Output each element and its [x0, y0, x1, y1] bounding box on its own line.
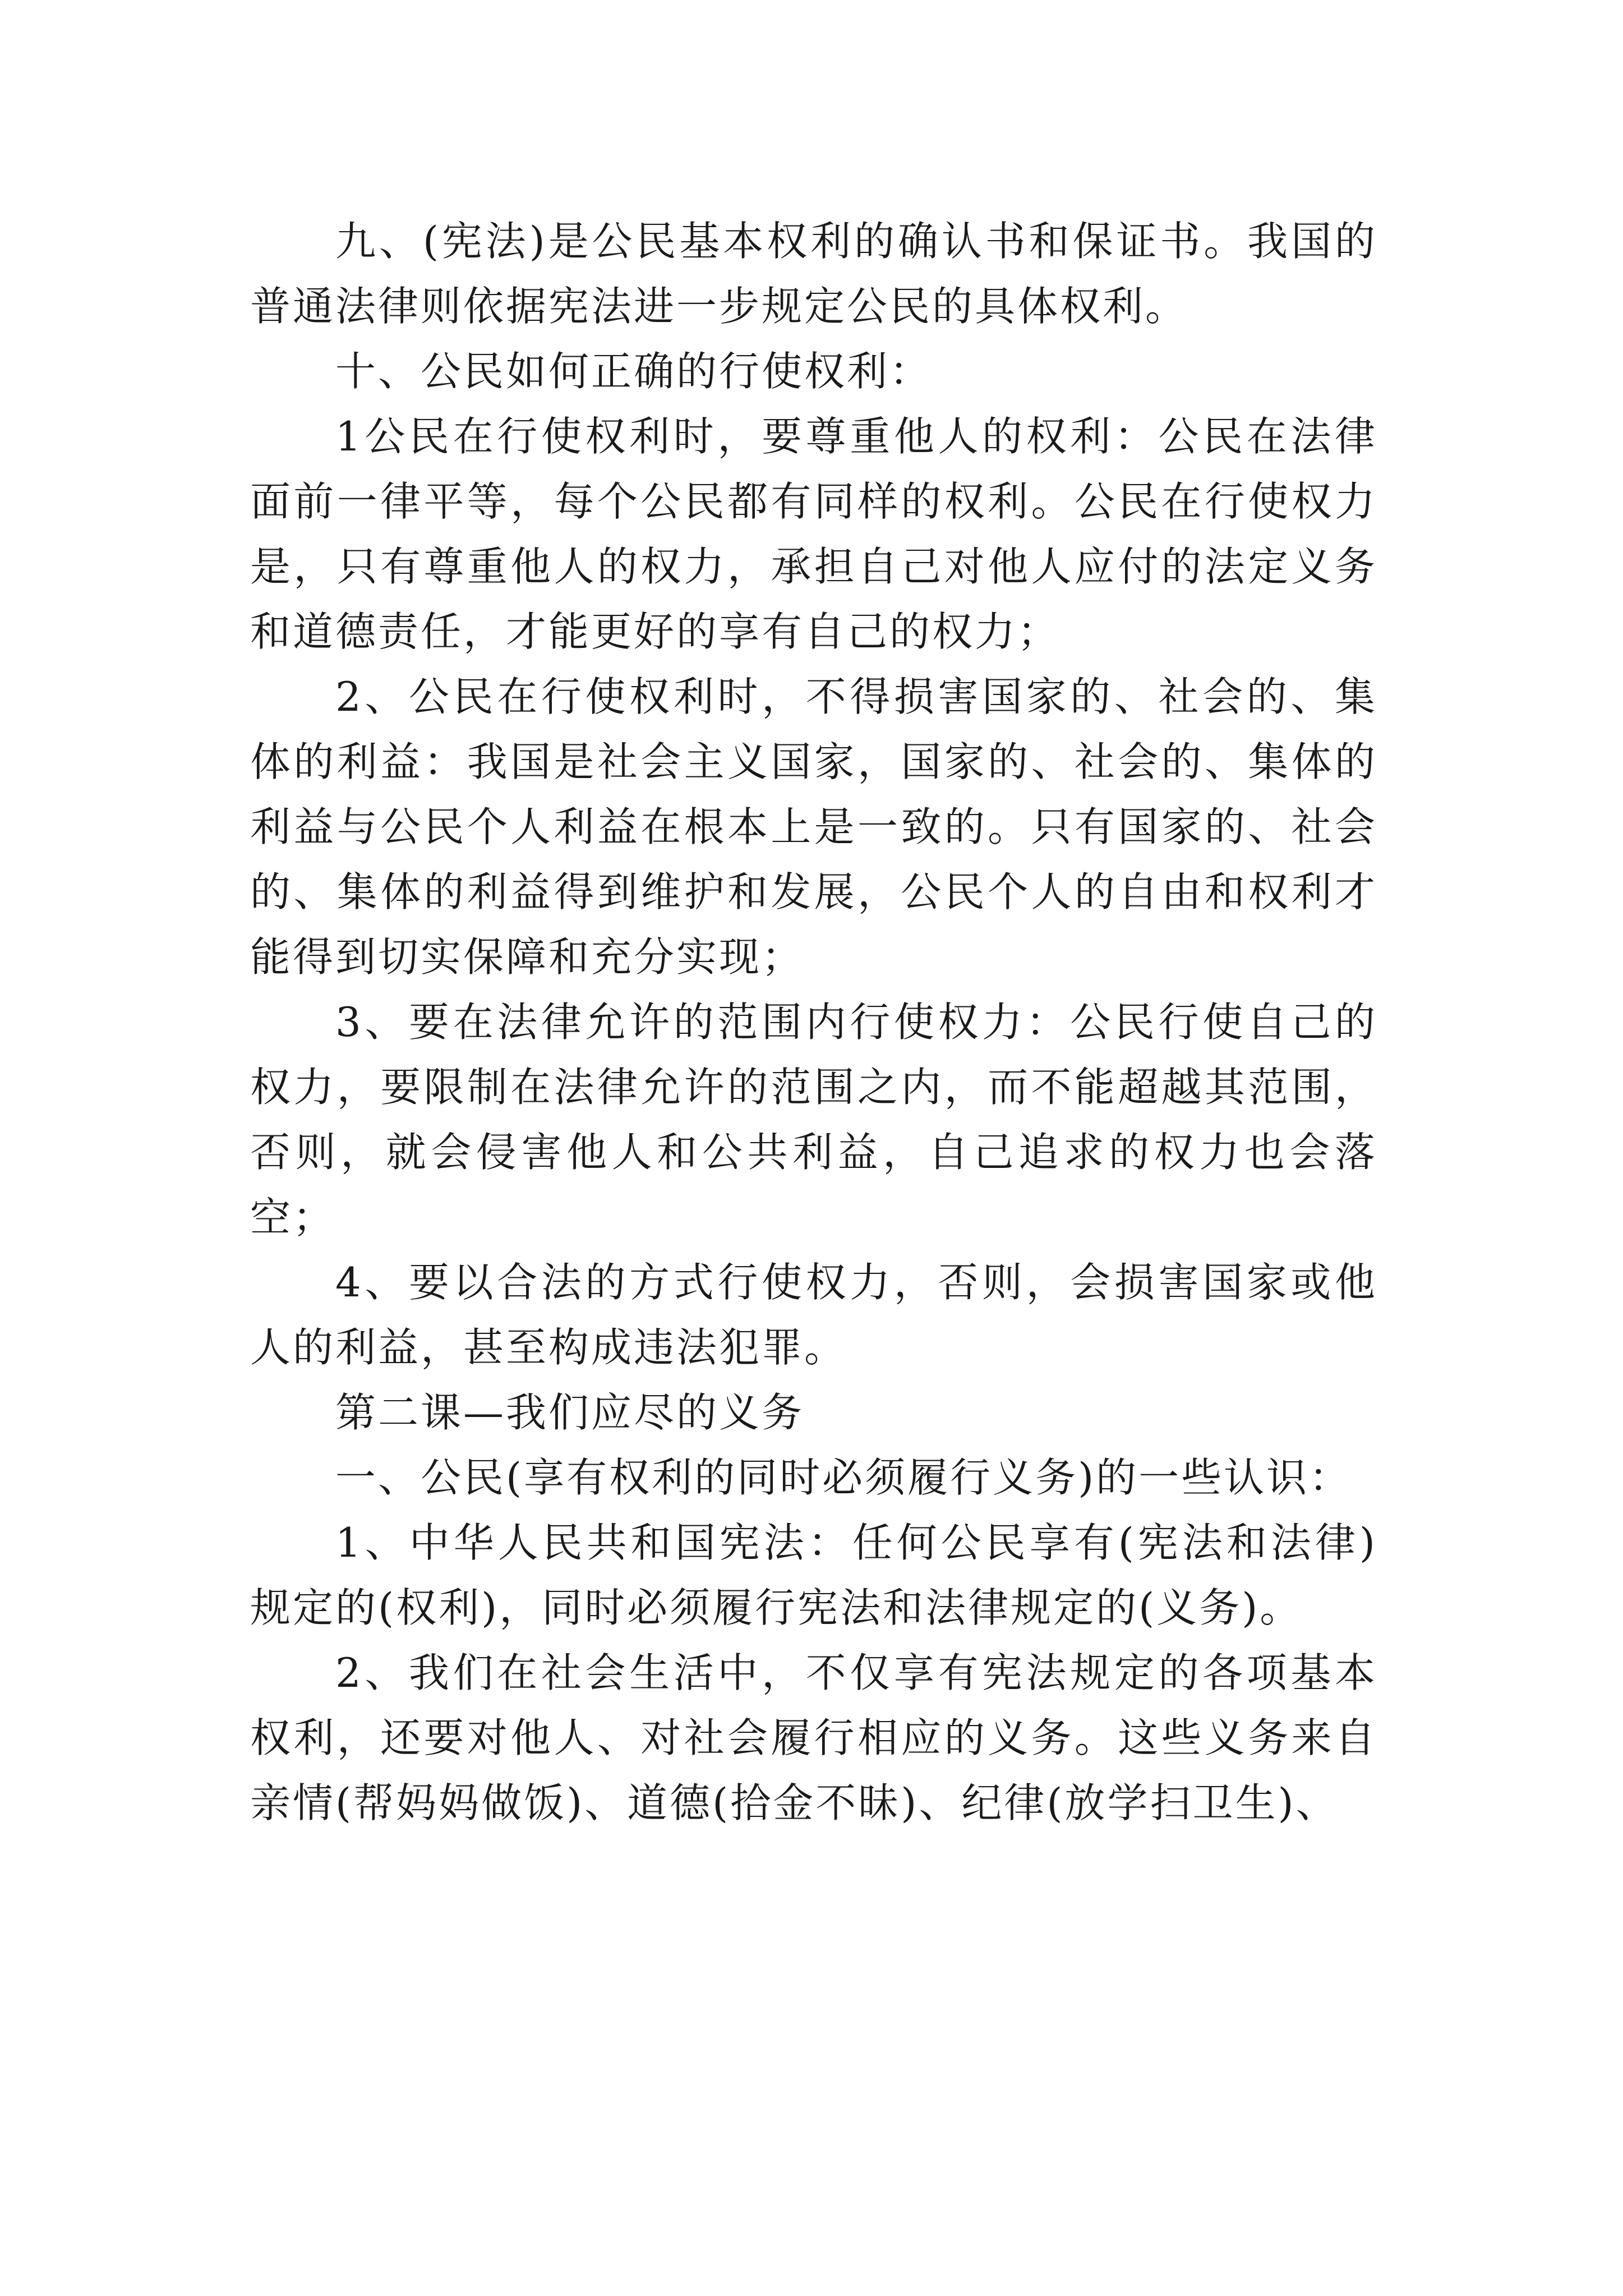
paragraph-social-duties: 2、我们在社会生活中，不仅享有宪法规定的各项基本权利，还要对他人、对社会履行相应的义务。这些义务来自亲情(帮妈妈做饭)、道德(拾金不昧)、纪律(放学扫卫生)、 [250, 1649, 1377, 1826]
paragraph-collective-interests: 2、公民在行使权利时，不得损害国家的、社会的、集体的利益：我国是社会主义国家，国家的、社会的、集体的利益与公民个人利益在根本上是一致的。只有国家的、社会的、集体的利益得到维护和发展，公民个人的自由和权利才能得到切实保障和充分实现； [250, 673, 1377, 981]
paragraph-lawful-manner: 4、要以合法的方式行使权力，否则，会损害国家或他人的利益，甚至构成违法犯罪。 [250, 1259, 1377, 1371]
paragraph-constitution-duties: 1、中华人民共和国宪法：任何公民享有(宪法和法律)规定的(权利)，同时必须履行宪法和法律规定的(义务)。 [250, 1519, 1377, 1631]
heading-rights-and-duties: 一、公民(享有权利的同时必须履行义务)的一些认识： [335, 1454, 1352, 1501]
paragraph-respect-others-rights: 1公民在行使权利时，要尊重他人的权利：公民在法律面前一律平等，每个公民都有同样的权利。公民在行使权力是，只有尊重他人的权力，承担自己对他人应付的法定义务和道德责任，才能更好的享有自己的权力； [250, 413, 1377, 655]
lesson-title: 第二课—我们应尽的义务 [335, 1389, 805, 1436]
document-body [250, 209, 1377, 1835]
paragraph-constitution-guarantee: 九、(宪法)是公民基本权利的确认书和保证书。我国的普通法律则依据宪法进一步规定公民的具体权利。 [250, 218, 1377, 330]
heading-exercise-rights: 十、公民如何正确的行使权利： [335, 348, 933, 395]
paragraph-within-law: 3、要在法律允许的范围内行使权力：公民行使自己的权力，要限制在法律允许的范围之内，而不能超越其范围，否则，就会侵害他人和公共利益，自己追求的权力也会落空； [250, 999, 1377, 1241]
